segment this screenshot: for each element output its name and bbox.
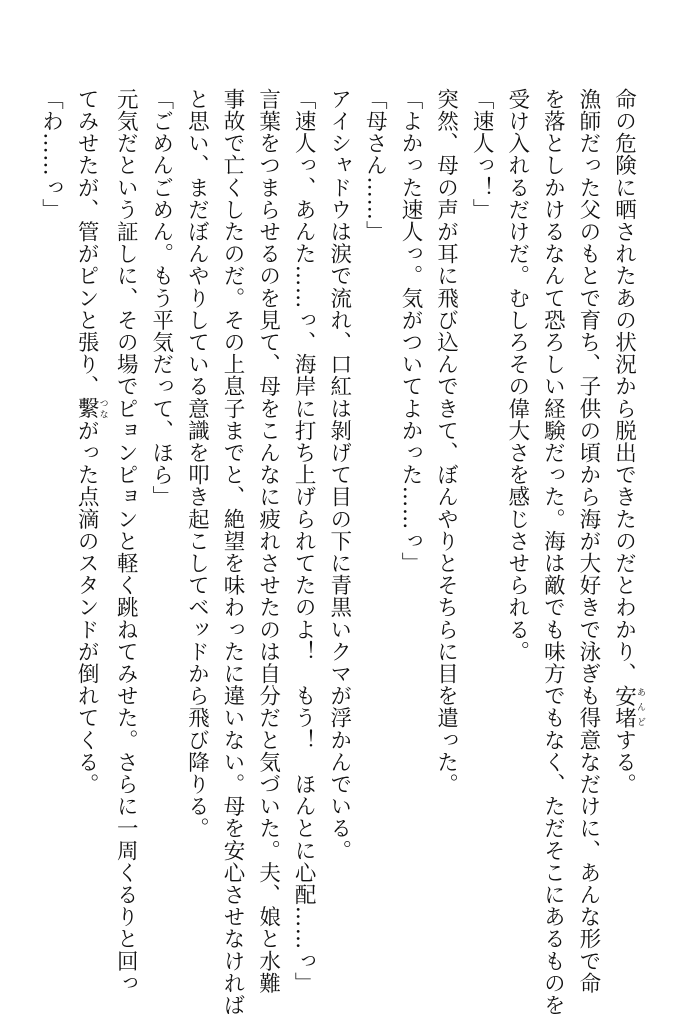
text-line-2: 漁師だった父のもとで育ち、子供の頃から海が大好きで泳ぎも得意なだけに、あんな形で命 bbox=[575, 88, 601, 995]
text-line-5: 「速人っ！」 bbox=[469, 88, 495, 221]
ruby-tsuna-base: 繫 bbox=[74, 397, 100, 420]
text-line-9: アイシャドウは涙で流れ、口紅は剝げて目の下に青黒いクマが浮かんでいる。 bbox=[326, 88, 352, 862]
ruby-andou-base: 安堵 bbox=[611, 684, 637, 729]
text-line-3: を落としかけるなんて恐ろしい経験だった。海は敵でも味方でもなく、ただそこにあるものを bbox=[540, 88, 566, 1016]
text-line-10: 「速人っ、あんた……っ、海岸に打ち上げられてたのよ！ もう！ ほんとに心配……っ」 bbox=[291, 88, 317, 995]
text-line-1-tail: する。 bbox=[611, 728, 637, 796]
text-line-6: 突然、母の声が耳に飛び込んできて、ぼんやりとそちらに目を遣った。 bbox=[433, 88, 459, 796]
text-line-16-tail: がった点滴のスタンドが倒れてくる。 bbox=[74, 419, 100, 796]
text-line-15: 元気だという証しに、その場でピョンピョンと軽く跳ねてみせた。さらに一周くるりと回っ bbox=[113, 88, 139, 995]
text-line-1 bbox=[606, 88, 645, 948]
text-line-16 bbox=[69, 88, 108, 948]
text-line-8: 「母さん……」 bbox=[362, 88, 388, 243]
text-line-7: 「よかった速人っ。気がついてよかった……っ」 bbox=[397, 88, 423, 575]
ruby-tsuna-reading: つな bbox=[97, 397, 108, 420]
ruby-andou-reading: あんど bbox=[635, 684, 645, 729]
text-line-4: 受け入れるだけだ。むしろその偉大さを感じさせられる。 bbox=[504, 88, 530, 663]
text-line-1-main: 命の危険に晒されたあの状況から脱出できたのだとわかり、 bbox=[611, 88, 637, 685]
text-line-17: 「わ……っ」 bbox=[38, 88, 64, 221]
ruby-tsuna bbox=[74, 397, 108, 420]
text-line-11: 言葉をつまらせるのを見て、母をこんなに疲れさせたのは自分だと気づいた。夫、娘と水難 bbox=[255, 88, 281, 995]
vertical-text-body bbox=[33, 88, 645, 1016]
text-line-13: と思い、まだぼんやりしている意識を叩き起こしてベッドから飛び降りる。 bbox=[184, 88, 210, 840]
ruby-andou bbox=[611, 684, 645, 729]
text-line-16-main: てみせたが、管がピンと張り、 bbox=[74, 88, 100, 398]
text-line-12: 事故で亡くしたのだ。その上息子までと、絶望を味わったに違いない。母を安心させなければ bbox=[219, 88, 245, 1016]
text-line-14: 「ごめんごめん。もう平気だって、ほら」 bbox=[148, 88, 174, 508]
